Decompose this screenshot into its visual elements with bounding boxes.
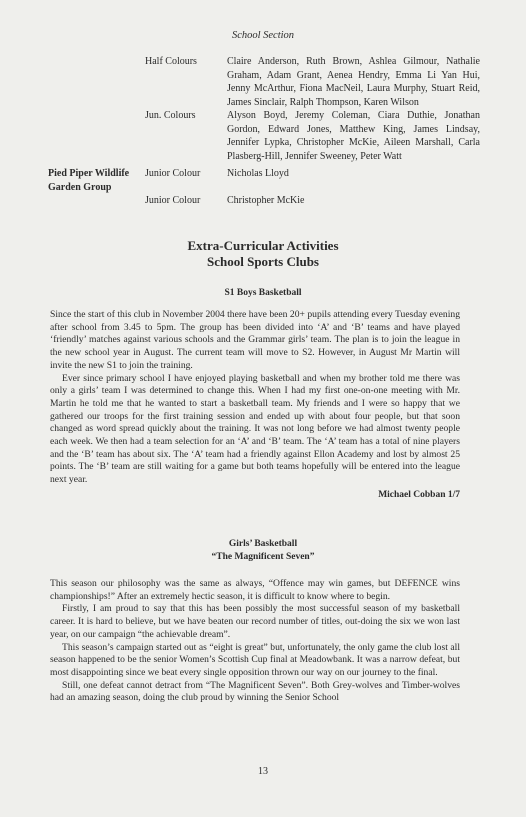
page-number: 13 (258, 766, 268, 777)
award-names: Alyson Boyd, Jeremy Coleman, Ciara Duthie, Jonathan Gordon, Edward Jones, Matthew King, James Lindsay, Jennifer Lypka, Christopher McKie, Aileen Marshall, Carla Plasberg-Hill, Jennifer Sweeney, Peter Watt (227, 110, 480, 162)
section-headings (0, 238, 526, 270)
paragraph: Still, one defeat cannot detract from “The Magnificent Seven”. Both Grey-wolves and Timber-wolves had an amazing season, doing the club proud by winning the Senior School (50, 679, 460, 704)
article-subheading: “The Magnificent Seven” (211, 552, 315, 562)
article-heading: Girls’ Basketball (228, 539, 298, 549)
article-title: S1 Boys Basketball (224, 288, 302, 298)
awards-list (48, 55, 480, 207)
award-row (48, 167, 480, 193)
article-title (0, 538, 526, 564)
paragraph: This season our philosophy was the same as always, “Offence may win games, but DEFENCE wins championships!” After an extremely hectic season, it is difficult to know where to begin. (50, 578, 460, 602)
article-body (50, 578, 460, 705)
award-row (48, 194, 480, 208)
award-names: Claire Anderson, Ruth Brown, Ashlea Gilmour, Nathalie Graham, Adam Grant, Aenea Hendry, Emma Li Yan Hui, Jenny McArthur, Fiona MacNeil, Laura Murphy, Stuart Reid, James Sinclair, Ralph Thompson, Karen Wilson (227, 56, 480, 108)
award-group: Pied Piper Wildlife Garden Group (48, 168, 130, 193)
paragraph: Ever since primary school I have enjoyed playing basketball and when my brother told me there was only a girls’ team I was determined to change this. When I had my first one-on-one meeting with Mr. Martin he told me that he wanted to start a basketball team. My friends and I were so happy that we gathered our troops for the first training session and ended up with about four people, but that soon changed as word spread quickly about the training. It was not long before we had almost twenty people each week. We then had a team selection for an ‘A’ and ‘B’ team. The ‘A’ team has a total of nine players and the ‘B’ team has about six. The ‘A’ team had a friendly against Ellon Academy and lost by almost 25 points. The ‘B’ team are still waiting for a game but both teams hopefully will be entered into the league next year. (50, 372, 460, 486)
award-row (48, 55, 480, 109)
award-label: Junior Colour (145, 194, 201, 206)
paragraph: Firstly, I am proud to say that this has been possibly the most successful season of my basketball career. It is hard to believe, but we have beaten our record number of titles, out-doing the six we won last year, on our campaign “the achievable dream”. (50, 603, 460, 640)
award-label: Junior Colour (145, 168, 201, 179)
award-label: Half Colours (145, 56, 197, 67)
author-signature: Michael Cobban 1/7 (378, 489, 460, 500)
running-header: School Section (231, 30, 295, 41)
award-row (48, 109, 480, 163)
award-label: Jun. Colours (145, 110, 196, 121)
award-names: Christopher McKie (227, 194, 305, 206)
paragraph: This season’s campaign started out as “eight is great” but, unfortunately, the only game the club lost all season happened to be the senior Women’s Scottish Cup final at Meadowbank. It was a narrow defeat, but most disappointing since we beat every single opposition thrown our way on our journey to the final. (50, 641, 460, 678)
section-title: Extra-Curricular Activities (187, 238, 339, 253)
article-body (50, 309, 460, 502)
award-names: Nicholas Lloyd (227, 168, 289, 179)
paragraph: Since the start of this club in November 2004 there have been 20+ pupils attending every Tuesday evening after school from 3.45 to 5pm. The group has been divided into ‘A’ and ‘B’ teams and have played ‘friendly’ matches against various schools and the Grammar girls’ team. The plan is to join the league in the new school year in August. The current team will move to S2. However, in August Mr Martin will invite the new S1 to join the training. (50, 309, 460, 371)
section-subtitle: School Sports Clubs (207, 254, 319, 269)
